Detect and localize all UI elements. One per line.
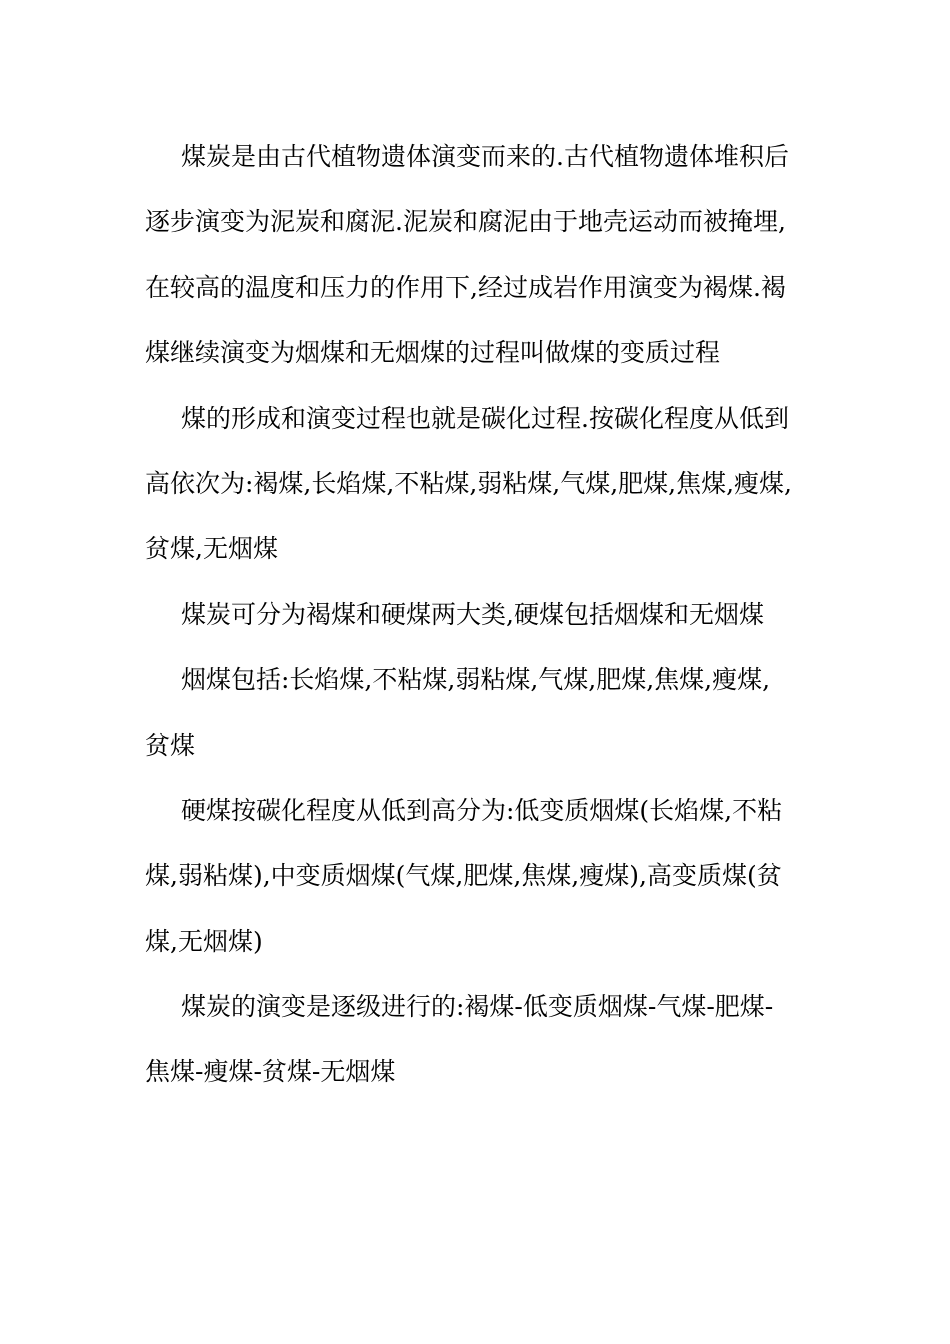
text-line: 贫煤 [145,730,196,760]
text-line: 贫煤,无烟煤 [145,534,278,564]
paragraph-hard-coal-grades [145,778,805,974]
paragraph-carbonization [145,386,805,582]
text-line: 煤,无烟煤) [145,926,263,956]
text-line: 高依次为:褐煤,长焰煤,不粘煤,弱粘煤,气煤,肥煤,焦煤,瘦煤, [145,468,792,498]
text-line: 煤的形成和演变过程也就是碳化过程.按碳化程度从低到 [181,403,789,433]
paragraph-coal-origin [145,124,805,386]
text-line: 煤继续演变为烟煤和无烟煤的过程叫做煤的变质过程 [145,338,721,368]
text-line: 煤,弱粘煤),中变质烟煤(气煤,肥煤,焦煤,瘦煤),高变质煤(贫 [145,861,782,891]
paragraph-coal-classes [145,582,805,647]
document-body [145,124,805,1105]
text-line: 硬煤按碳化程度从低到高分为:低变质烟煤(长焰煤,不粘 [181,795,783,825]
text-line: 在较高的温度和压力的作用下,经过成岩作用演变为褐煤.褐 [145,272,786,302]
text-line: 煤炭的演变是逐级进行的:褐煤-低变质烟煤-气煤-肥煤- [181,992,774,1022]
paragraph-bituminous-types [145,647,805,778]
paragraph-coal-evolution [145,974,805,1105]
text-line: 逐步演变为泥炭和腐泥.泥炭和腐泥由于地壳运动而被掩埋, [145,207,786,237]
text-line: 焦煤-瘦煤-贫煤-无烟煤 [145,1057,396,1087]
text-line: 煤炭是由古代植物遗体演变而来的.古代植物遗体堆积后 [181,142,789,171]
text-line: 煤炭可分为褐煤和硬煤两大类,硬煤包括烟煤和无烟煤 [181,599,764,629]
text-line: 烟煤包括:长焰煤,不粘煤,弱粘煤,气煤,肥煤,焦煤,瘦煤, [181,665,771,695]
